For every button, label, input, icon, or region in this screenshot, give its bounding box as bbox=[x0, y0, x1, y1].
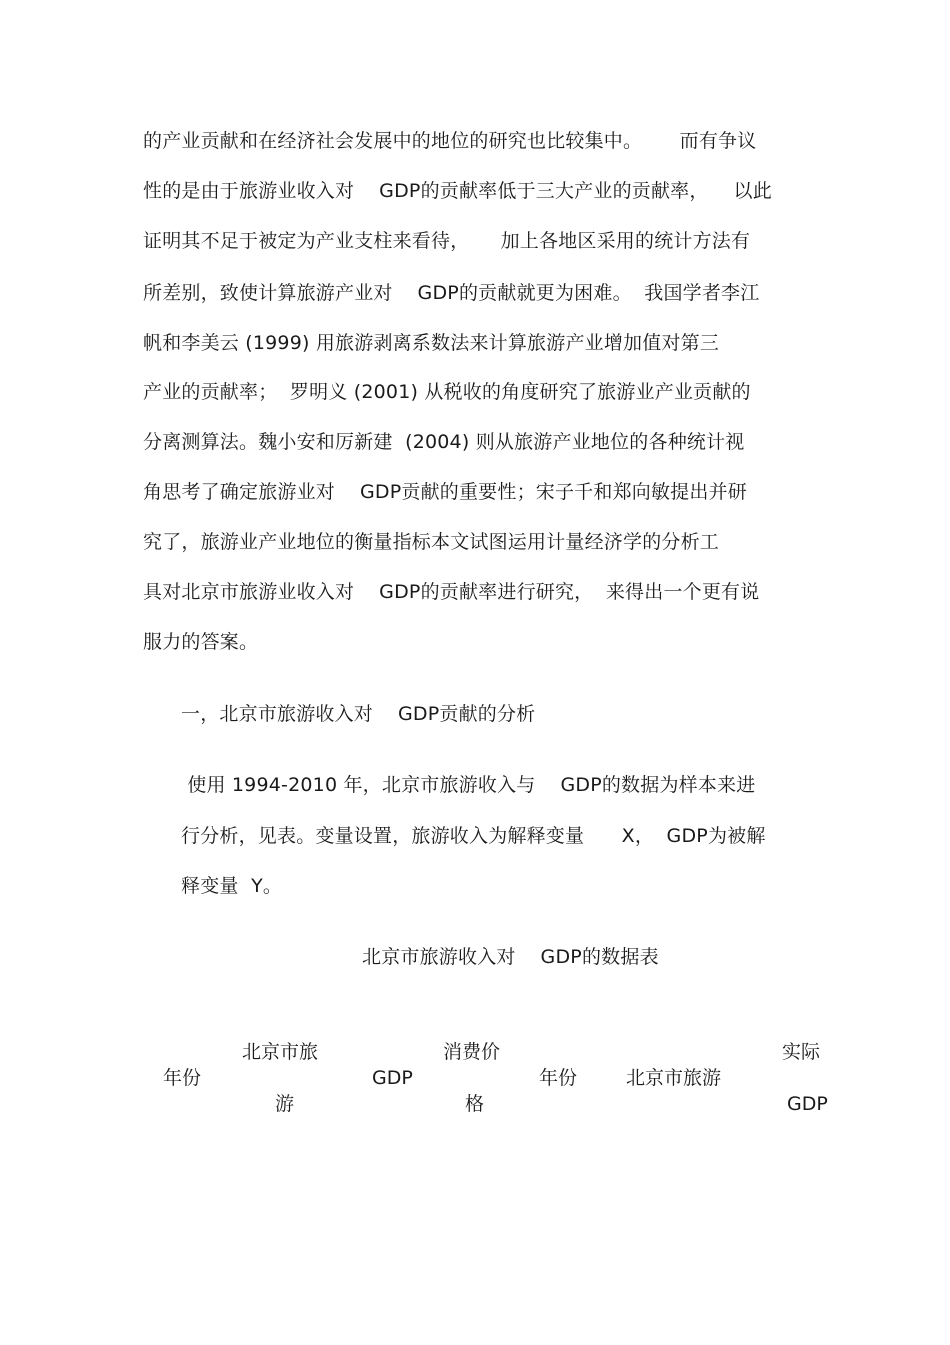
paragraph-line: 释变量 Y。 bbox=[181, 875, 283, 897]
paragraph-line: 的产业贡献和在经济社会发展中的地位的研究也比较集中。 而有争议 bbox=[143, 130, 757, 152]
table-title: 北京市旅游收入对 GDP的数据表 bbox=[362, 946, 659, 968]
paragraph-line: 所差别，致使计算旅游产业对 GDP的贡献就更为困难。 我国学者李江 bbox=[143, 282, 760, 304]
paragraph-line: 服力的答案。 bbox=[143, 631, 259, 653]
header-gdp: GDP bbox=[372, 1067, 413, 1089]
header-real-gdp-line1: 实际 bbox=[782, 1041, 821, 1063]
header-cpi-line1: 消费价 bbox=[443, 1041, 501, 1063]
header-tourism-line2: 游 bbox=[275, 1093, 295, 1115]
paragraph-line: 分离测算法。魏小安和厉新建 (2004) 则从旅游产业地位的各种统计视 bbox=[143, 431, 745, 453]
paragraph-line: 行分析，见表。变量设置，旅游收入为解释变量 X， GDP为被解 bbox=[181, 825, 766, 847]
paragraph-line: 帆和李美云 (1999) 用旅游剥离系数法来计算旅游产业增加值对第三 bbox=[143, 332, 720, 354]
paragraph-line: 性的是由于旅游业收入对 GDP的贡献率低于三大产业的贡献率， 以此 bbox=[143, 180, 772, 202]
header-year: 年份 bbox=[163, 1067, 202, 1089]
paragraph-line: 角思考了确定旅游业对 GDP贡献的重要性；宋子千和郑向敏提出并研 bbox=[143, 481, 747, 503]
paragraph-line: 究了，旅游业产业地位的衡量指标本文试图运用计量经济学的分析工 bbox=[143, 531, 720, 553]
header-real-gdp-line2: GDP bbox=[787, 1093, 828, 1115]
section-heading: 一，北京市旅游收入对 GDP贡献的分析 bbox=[181, 703, 536, 725]
header-tourism-line1: 北京市旅 bbox=[242, 1041, 319, 1063]
header-cpi-line2: 格 bbox=[465, 1093, 485, 1115]
header-year-2: 年份 bbox=[539, 1067, 578, 1089]
paragraph-line: 证明其不足于被定为产业支柱来看待， 加上各地区采用的统计方法有 bbox=[143, 230, 751, 252]
paragraph-line: 使用 1994-2010 年，北京市旅游收入与 GDP的数据为样本来进 bbox=[181, 774, 756, 796]
paragraph-line: 产业的贡献率； 罗明义 (2001) 从税收的角度研究了旅游业产业贡献的 bbox=[143, 381, 751, 403]
header-tourism-2: 北京市旅游 bbox=[626, 1067, 722, 1089]
paragraph-line: 具对北京市旅游业收入对 GDP的贡献率进行研究， 来得出一个更有说 bbox=[143, 581, 760, 603]
